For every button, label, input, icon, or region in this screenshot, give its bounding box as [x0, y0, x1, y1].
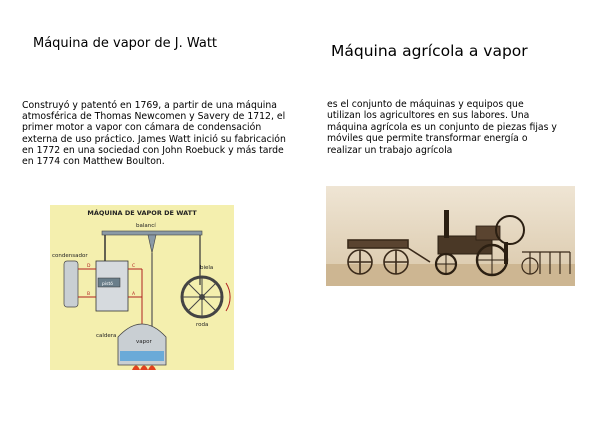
fire	[132, 366, 156, 371]
watt-steam-engine-diagram	[50, 205, 234, 370]
balance-beam	[102, 231, 202, 235]
condensador-label: condensador	[52, 253, 88, 259]
vintage-photo-illustration	[326, 186, 575, 286]
steam-engine-illustration	[50, 205, 234, 370]
valve-c-label: C	[132, 264, 136, 269]
flywheel-hub	[199, 294, 205, 300]
vapor-label: vapor	[136, 339, 152, 345]
condenser	[64, 261, 78, 307]
rotation-arrow	[226, 283, 230, 311]
beam-pivot	[148, 235, 156, 253]
agricultural-paragraph: es el conjunto de máquinas y equipos que utilizan los agricultores en sus labores. Una máquina agrícola es un conjunto de piezas fijas y móviles que permite transformar energía o realizar un trabajo agrícola	[327, 99, 557, 156]
caldera-label: caldera	[96, 333, 117, 339]
valve-b-label: B	[87, 292, 91, 297]
watt-description	[22, 100, 292, 167]
diagram-heading: MÁQUINA DE VAPOR DE WATT	[87, 209, 197, 217]
valve-a-label: A	[132, 292, 136, 297]
balanci-label: balancí	[136, 223, 156, 229]
piston-label: pistó	[102, 282, 113, 287]
watt-paragraph: Construyó y patentó en 1769, a partir de una máquina atmosférica de Thomas Newcomen y Savery de 1712, el primer motor a vapor con cámara de condensación externa de uso práctico. James Watt inició su fabricación en 1772 en una sociedad con John Roebuck y más tarde en 1774 con Matthew Boulton.	[22, 100, 286, 168]
valve-d-label: D	[87, 264, 91, 269]
boiler-water	[120, 351, 164, 361]
agricultural-steam-machine-photo	[326, 186, 575, 286]
watt-title: Máquina de vapor de J. Watt	[33, 36, 218, 51]
agricultural-machine-title: Máquina agrícola a vapor	[331, 42, 528, 60]
agricultural-description	[327, 99, 557, 156]
biela-label: biela	[200, 265, 214, 271]
roda-label: roda	[196, 322, 209, 328]
